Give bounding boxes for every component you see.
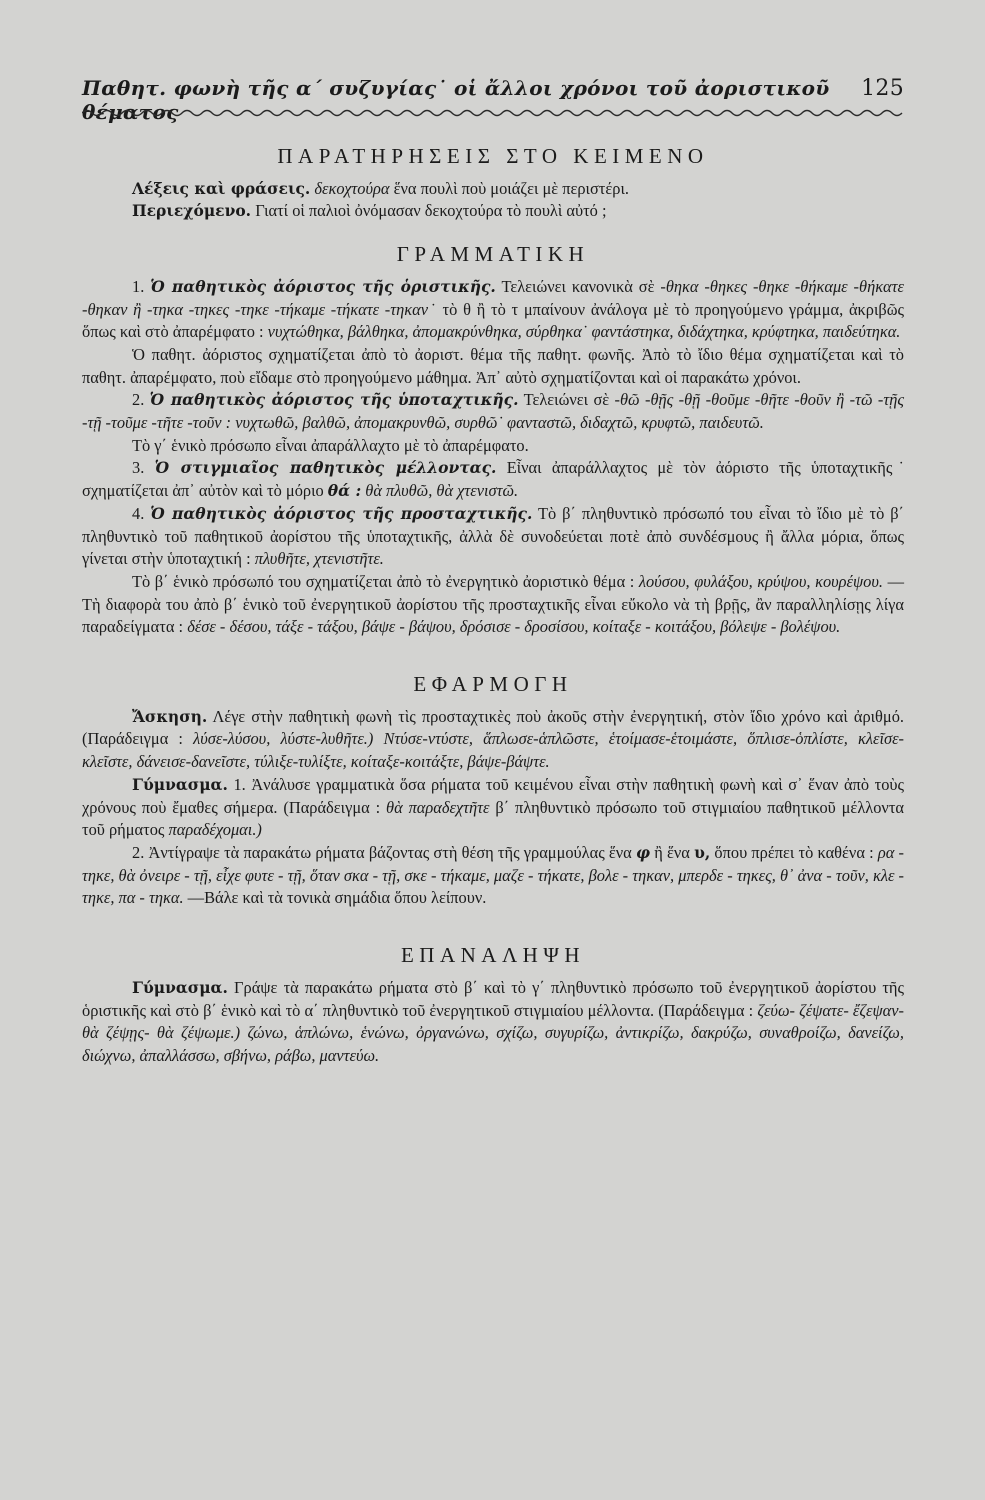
drill-text: β΄ πληθυντικὸ πρόσωπο τοῦ στιγμιαίου παθητικοῦ μέλλοντα τοῦ ρήματος [82,797,904,840]
drill-text: —Βάλε καὶ τὰ τονικὰ σημάδια ὅπου λείπουν. [187,888,487,908]
letter-phi: φ [635,842,650,862]
revision-text: Γράψε τὰ παρακάτω ρήματα στὸ β΄ καὶ τὸ γ΄ πληθυντικὸ πρόσωπο τοῦ ἐνεργητικοῦ ἀορίστου τῆς ὁριστικῆς καὶ στὸ β΄ ἑνικὸ καὶ τὸ α΄ πληθυντικὸ τοῦ ἐνεργητικοῦ στιγμιαίου μέλλοντα. (Παράδειγμα : [82,977,904,1020]
item-text: Τὸ β΄ πληθυντικὸ πρόσωπό του εἶναι τὸ ἴδιο μὲ τὸ β΄ πληθυντικὸ τοῦ παθητικοῦ ἀορίστου τῆς ὑποταχτικῆς, ἀλλὰ δὲ συνοδεύεται ποτὲ ἀπὸ συνδέσμους ἢ ἄλλα μόρια, ὅπως γίνεται στὴν ὑποταχτική : [82,503,904,569]
content-text: Γιατί οἱ παλιοὶ ὀνόμασαν δεκοχτούρα τὸ πουλὶ αὐτό ; [255,201,607,221]
drill-example: θὰ παραδεχτῆτε [386,797,490,817]
application-heading: ΕΦΑΡΜΟΓΗ [413,672,573,697]
drill-text: 1. Ἀνάλυσε γραμματικὰ ὅσα ρήματα τοῦ κειμένου εἶναι στὴν παθητικὴ φωνὴ καὶ σ᾿ ἕναν ἀπὸ τοὺς χρόνους ποὺ ἔμαθες σήμερα. (Παράδειγμα : [82,774,904,817]
item-text: Τὸ β΄ ἑνικὸ πρόσωπό του σχηματίζεται ἀπὸ τὸ ἐνεργητικὸ ἀοριστικὸ θέμα : [132,571,635,591]
item-number: 1. [132,276,145,296]
item-text: — Τὴ διαφορὰ του ἀπὸ β΄ ἑνικὸ τοῦ ἐνεργητικοῦ ἀορίστου τῆς προσταχτικῆς εἶναι εὔκολο νὰ τὴ βρῇς, ἂν παραλληλίσῃς λίγα παραδείγματα : [82,571,904,637]
exercise-list: Ντύσε-ντύστε, ἅπλωσε-ἁπλῶστε, ἑτοίμασε-ἑτοιμάστε, ὅπλισε-ὁπλίστε, κλεῖσε-κλεῖστε, δάνεισε-δανεῖστε, τύλιξε-τυλίξτε, κοίταξε-κοιτάξτε, βάψε-βάψτε. [82,729,904,772]
drill-verb: παραδέχομαι.) [168,820,262,840]
words-and-phrases [82,178,904,201]
item-examples: νυχτώθηκα, βάλθηκα, ἀπομακρύνθηκα, σύρθηκα˙ φαντάστηκα, διδάχτηκα, κρύφτηκα, παιδεύτηκα. [267,322,901,342]
grammar-item-2-note: Τὸ γ΄ ἑνικὸ πρόσωπο εἶναι ἀπαράλλαχτο μὲ τὸ ἀπαρέμφατο. [132,435,529,455]
content-label: Περιεχόμενο. [132,201,252,221]
running-head-title: Παθητ. φωνὴ τῆς α΄ συζυγίας˙ οἱ ἄλλοι χρόνοι τοῦ ἀοριστικοῦ θέματος [82,76,830,124]
revision-heading: ΕΠΑΝΑΛΗΨΗ [400,943,586,968]
item-title: Ὁ παθητικὸς ἀόριστος τῆς ὑποταχτικῆς. [149,390,519,410]
revision-list: ζώνω, ἁπλώνω, ἑνώνω, ὀργανώνω, σχίζω, συγυρίζω, ἀντικρίζω, δακρύζω, συναθροίζω, δανείζω, διώχνω, ἀπαλλάσσω, σβήνω, ράβω, μαντεύω. [82,1023,904,1065]
grammar-item-1 [82,276,904,344]
drill-text: 2. Ἀντίγραψε τὰ παρακάτω ρήματα βάζοντας στὴ θέση τῆς γραμμούλας ἕνα [132,842,632,862]
exercise-example: λύσε-λύσου, λύστε-λυθῆτε.) [193,729,374,749]
exercise [82,706,904,774]
item-particle: θά : [327,481,362,501]
revision-example: ζεύω- ζέψατε- ἔζεψαν- θὰ ζέψῃς- θὰ ζέψωμε.) [82,1000,905,1043]
drill-list: ρα - τηκε, θὰ ὀνειρε - τῇ, εἶχε φυτε - τῇ, ὅταν σκα - τῇ, σκε - τήκαμε, μαζε - τήκατε, βολε - τηκαν, μπερδε - τηκες, θ᾿ ἀνα - τοῦν, κλε - τηκε, πα - τηκα. [82,842,904,908]
notes-heading: ΠΑΡΑΤΗΡΗΣΕΙΣ ΣΤΟ ΚΕΙΜΕΝΟ [277,144,709,168]
words-term: δεκοχτούρα [314,178,390,198]
grammar-item-1-note: Ὁ παθητ. ἀόριστος σχηματίζεται ἀπὸ τὸ ἀοριστ. θέμα τῆς παθητ. φωνῆς. Ἀπὸ τὸ ἴδιο θέμα σχηματίζεται καὶ τὸ παθητ. ἀπαρέμφατο, ποὺ εἴδαμε στὸ προηγούμενο μάθημα. Ἀπ᾿ αὐτὸ σχηματίζονται καὶ οἱ παρακάτω χρόνοι. [82,344,904,387]
item-endings: -θῶ -θῇς -θῇ -θοῦμε -θῆτε -θοῦν ἢ -τῶ -τῇς -τῇ -τοῦμε -τῆτε -τοῦν : νυχτωθῶ, βαλθῶ, ἀπομακρυνθῶ, συρθῶ˙ φανταστῶ, διδαχτῶ, κρυφτῶ, παιδευτῶ. [82,390,904,433]
drill-2 [82,842,904,910]
item-text: Εἶναι ἀπαράλλαχτος μὲ τὸν ἀόριστο τῆς ὑποταχτικῆς˙ σχηματίζεται ἀπ᾿ αὐτὸν καὶ τὸ μόριο [82,458,904,501]
item-number: 3. [132,458,145,478]
item-number: 4. [132,503,145,523]
words-label: Λέξεις καὶ φράσεις. [132,178,311,198]
grammar-item-5 [82,571,904,639]
item-title: Ὁ παθητικὸς ἀόριστος τῆς προσταχτικῆς. [150,503,533,523]
grammar-item-4 [82,503,904,571]
content-note [82,200,904,223]
page-number: 125 [861,76,904,101]
revision-label: Γύμνασμα. [132,977,228,997]
drill-label: Γύμνασμα. [132,774,228,794]
item-examples: θὰ πλυθῶ, θὰ χτενιστῶ. [365,481,519,501]
exercise-label: Ἄσκηση. [132,706,208,726]
item-text: Τελειώνει κανονικὰ σὲ [501,276,655,296]
exercise-text: Λέγε στὴν παθητικὴ φωνὴ τὶς προσταχτικὲς ποὺ ἀκοῦς στὴν ἐνεργητική, στὸν ἴδιο χρόνο καὶ ἀριθμό. (Παράδειγμα : [82,706,904,749]
wavy-rule [82,108,904,118]
item-endings: -θηκα -θηκες -θηκε -θήκαμε -θήκατε -θηκαν ἢ -τηκα -τηκες -τηκε -τήκαμε -τήκατε -τηκαν˙ [82,276,904,319]
drill-1 [82,774,904,842]
grammar-item-3 [82,457,904,502]
words-text: ἕνα πουλὶ ποὺ μοιάζει μὲ περιστέρι. [393,178,629,198]
grammar-item-2 [82,389,904,434]
drill-text: ὅπου πρέπει τὸ καθένα : [714,842,874,862]
letter-upsilon: υ, [694,842,711,862]
item-text: Τελειώνει σὲ [523,390,610,410]
item-title: Ὁ στιγμιαῖος παθητικὸς μέλλοντας. [154,458,497,478]
running-head [82,72,904,124]
page-body [82,135,904,1068]
revision-drill [82,977,904,1068]
item-examples: πλυθῆτε, χτενιστῆτε. [254,549,384,569]
item-pairs: δέσε - δέσου, τάξε - τάξου, βάψε - βάψου, δρόσισε - δροσίσου, κοίταξε - κοιτάξου, βόλεψε - βολέψου. [187,617,841,637]
grammar-heading: ΓΡΑΜΜΑΤΙΚΗ [396,242,590,267]
item-number: 2. [132,390,145,410]
drill-text: ἢ ἕνα [654,842,690,862]
item-title: Ὁ παθητικὸς ἀόριστος τῆς ὁριστικῆς. [150,276,496,296]
item-examples: λούσου, φυλάξου, κρύψου, κουρέψου. [638,571,883,591]
item-text: τὸ θ ἢ τὸ τ μπαίνουν ἀνάλογα μὲ τὸ προηγούμενο γράμμα, ἀκριβῶς ὅπως καὶ στὸ ἀπαρέμφατο : [82,299,904,342]
